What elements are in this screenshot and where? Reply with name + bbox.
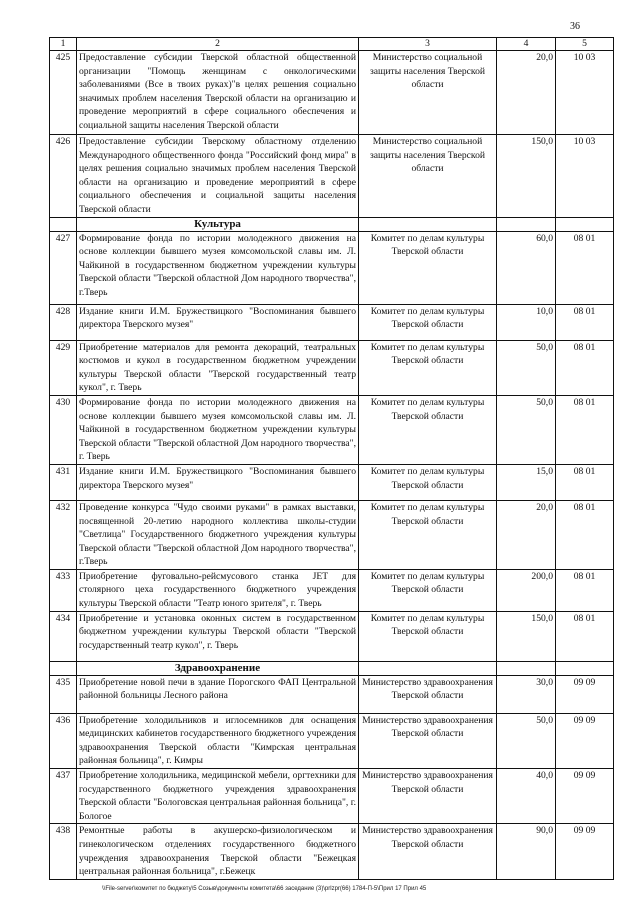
- row-amount: 90,0: [497, 824, 556, 879]
- page-number: 36: [570, 21, 580, 32]
- row-amount: 15,0: [497, 464, 556, 500]
- empty-cell: [497, 661, 556, 675]
- column-header: 1: [50, 38, 77, 51]
- row-amount: 150,0: [497, 135, 556, 218]
- row-organization: Комитет по делам культуры Тверской области: [359, 304, 497, 340]
- row-organization: Комитет по делам культуры Тверской области: [359, 395, 497, 464]
- row-description: Приобретение фуговально-рейсмусового станка JET для столярного цеха государственного бюджетного учреждения культуры Тверской области "Театр юного зрителя", г. Тверь: [77, 569, 359, 611]
- table-row: [50, 51, 614, 135]
- row-budget-code: 08 01: [556, 464, 614, 500]
- row-organization: Комитет по делам культуры Тверской области: [359, 231, 497, 304]
- row-description: Издание книги И.М. Бружествицкого "Воспоминания бывшего директора Тверского музея": [77, 464, 359, 500]
- empty-cell: [359, 661, 497, 675]
- row-description: Проведение конкурса "Чудо своими руками" в рамках выставки, посвященной 20-летию народного коллектива школы-студии "Светлица" Государственного бюджетного учреждения культуры Тверской области "Тверской областной Дом народного творчества", г.Тверь: [77, 500, 359, 569]
- empty-cell: [359, 217, 497, 231]
- table-row: [50, 675, 614, 713]
- row-budget-code: 09 09: [556, 769, 614, 824]
- row-amount: 200,0: [497, 569, 556, 611]
- table-row: [50, 824, 614, 879]
- column-header: 2: [77, 38, 359, 51]
- row-budget-code: 09 09: [556, 675, 614, 713]
- row-organization: Министерство здравоохранения Тверской области: [359, 824, 497, 879]
- row-description: Ремонтные работы в акушерско-физиологическом и гинекологическом отделениях государственного бюджетного учреждения здравоохранения Тверской области "Бежецкая центральная районная больница", г.Бежецк: [77, 824, 359, 879]
- row-organization: Комитет по делам культуры Тверской области: [359, 569, 497, 611]
- row-number: 437: [50, 769, 77, 824]
- column-header: 5: [556, 38, 614, 51]
- row-number: 432: [50, 500, 77, 569]
- row-number: 425: [50, 51, 77, 135]
- row-amount: 40,0: [497, 769, 556, 824]
- row-amount: 50,0: [497, 340, 556, 395]
- row-description: Формирование фонда по истории молодежного движения на основе коллекции бывшего музея комсомольской славы им. Л. Чайкиной в государственном бюджетном учреждении культуры Тверской области "Тверской областной Дом народного творчества", г.Тверь: [77, 231, 359, 304]
- table-row: [50, 340, 614, 395]
- row-amount: 60,0: [497, 231, 556, 304]
- section-header-row: [50, 217, 614, 231]
- row-number: 431: [50, 464, 77, 500]
- column-number-row: [50, 38, 614, 51]
- row-budget-code: 08 01: [556, 569, 614, 611]
- row-amount: 50,0: [497, 395, 556, 464]
- empty-cell: [50, 217, 77, 231]
- file-path-footer: \\File-server\комитет по бюджету\5 Созыв\документы комитета\66 заседание (3)\prlzpr(66) 1784-П-5\Прил 17 Прил 45: [102, 886, 427, 892]
- row-budget-code: 08 01: [556, 611, 614, 661]
- row-organization: Комитет по делам культуры Тверской области: [359, 340, 497, 395]
- row-organization: Министерство здравоохранения Тверской области: [359, 675, 497, 713]
- row-budget-code: 08 01: [556, 304, 614, 340]
- row-budget-code: 10 03: [556, 51, 614, 135]
- table-row: [50, 304, 614, 340]
- row-amount: 10,0: [497, 304, 556, 340]
- table-row: [50, 713, 614, 768]
- row-number: 436: [50, 713, 77, 768]
- row-description: Приобретение холодильников и иглосемников для оснащения медицинских кабинетов государственного бюджетного учреждения здравоохранения Тверской области "Кимрская центральная районная больница", г. Кимры: [77, 713, 359, 768]
- row-amount: 150,0: [497, 611, 556, 661]
- row-description: Приобретение новой печи в здание Порогского ФАП Центральной районной больницы Лесного района: [77, 675, 359, 713]
- table-row: [50, 395, 614, 464]
- table-row: [50, 135, 614, 218]
- row-amount: 50,0: [497, 713, 556, 768]
- row-description: Предоставление субсидии Тверскому областному отделению Международного общественного фонда "Российский фонд мира" в целях решения социально значимых проблем населения Тверской области на организацию и проведение мероприятий в сфере социального обеспечения и социальной защиты населения Тверской области: [77, 135, 359, 218]
- row-description: Формирование фонда по истории молодежного движения на основе коллекции бывшего музея комсомольской славы им. Л. Чайкиной в государственном бюджетном учреждении культуры Тверской области "Тверской областной Дом народного творчества", г. Тверь: [77, 395, 359, 464]
- row-amount: 20,0: [497, 500, 556, 569]
- column-header: 4: [497, 38, 556, 51]
- row-budget-code: 10 03: [556, 135, 614, 218]
- empty-cell: [497, 217, 556, 231]
- table-row: [50, 464, 614, 500]
- budget-table: [49, 37, 614, 880]
- table-row: [50, 231, 614, 304]
- row-number: 429: [50, 340, 77, 395]
- table-body: [50, 51, 614, 880]
- row-number: 435: [50, 675, 77, 713]
- row-description: Издание книги И.М. Бружествицкого "Воспоминания бывшего директора Тверского музея": [77, 304, 359, 340]
- section-title: Культура: [77, 217, 359, 231]
- row-number: 433: [50, 569, 77, 611]
- row-organization: Министерство социальной защиты населения Тверской области: [359, 51, 497, 135]
- section-header-row: [50, 661, 614, 675]
- row-budget-code: 09 09: [556, 824, 614, 879]
- row-budget-code: 08 01: [556, 231, 614, 304]
- row-organization: Комитет по делам культуры Тверской области: [359, 500, 497, 569]
- row-number: 427: [50, 231, 77, 304]
- row-number: 430: [50, 395, 77, 464]
- row-organization: Министерство социальной защиты населения Тверской области: [359, 135, 497, 218]
- row-description: Предоставление субсидии Тверской областной общественной организации "Помощь женщинам с онкологическими заболеваниями (Все в твоих руках)"в целях решения социально значимых проблем населения Тверской области на организацию и проведение мероприятий в сфере социального обеспечения и социальной защиты населения Тверской области: [77, 51, 359, 135]
- row-number: 428: [50, 304, 77, 340]
- empty-cell: [50, 661, 77, 675]
- section-title: Здравоохранение: [77, 661, 359, 675]
- row-budget-code: 08 01: [556, 500, 614, 569]
- row-organization: Комитет по делам культуры Тверской области: [359, 611, 497, 661]
- row-number: 434: [50, 611, 77, 661]
- row-number: 426: [50, 135, 77, 218]
- column-header: 3: [359, 38, 497, 51]
- empty-cell: [556, 217, 614, 231]
- table-row: [50, 611, 614, 661]
- table-row: [50, 569, 614, 611]
- row-organization: Министерство здравоохранения Тверской области: [359, 713, 497, 768]
- row-amount: 20,0: [497, 51, 556, 135]
- row-organization: Министерство здравоохранения Тверской области: [359, 769, 497, 824]
- row-budget-code: 08 01: [556, 340, 614, 395]
- row-description: Приобретение и установка оконных систем в государственном бюджетном учреждении культуры Тверской области "Тверской государственный театр кукол", г. Тверь: [77, 611, 359, 661]
- empty-cell: [556, 661, 614, 675]
- table-row: [50, 769, 614, 824]
- row-budget-code: 09 09: [556, 713, 614, 768]
- row-description: Приобретение холодильника, медицинской мебели, оргтехники для государственного бюджетного учреждения здравоохранения Тверской области "Бологовская центральная районная больница", г. Бологое: [77, 769, 359, 824]
- row-amount: 30,0: [497, 675, 556, 713]
- table-row: [50, 500, 614, 569]
- row-organization: Комитет по делам культуры Тверской области: [359, 464, 497, 500]
- row-budget-code: 08 01: [556, 395, 614, 464]
- row-description: Приобретение материалов для ремонта декораций, театральных костюмов и кукол в государственном бюджетном учреждении культуры Тверской области "Тверской государственный театр кукол", г. Тверь: [77, 340, 359, 395]
- row-number: 438: [50, 824, 77, 879]
